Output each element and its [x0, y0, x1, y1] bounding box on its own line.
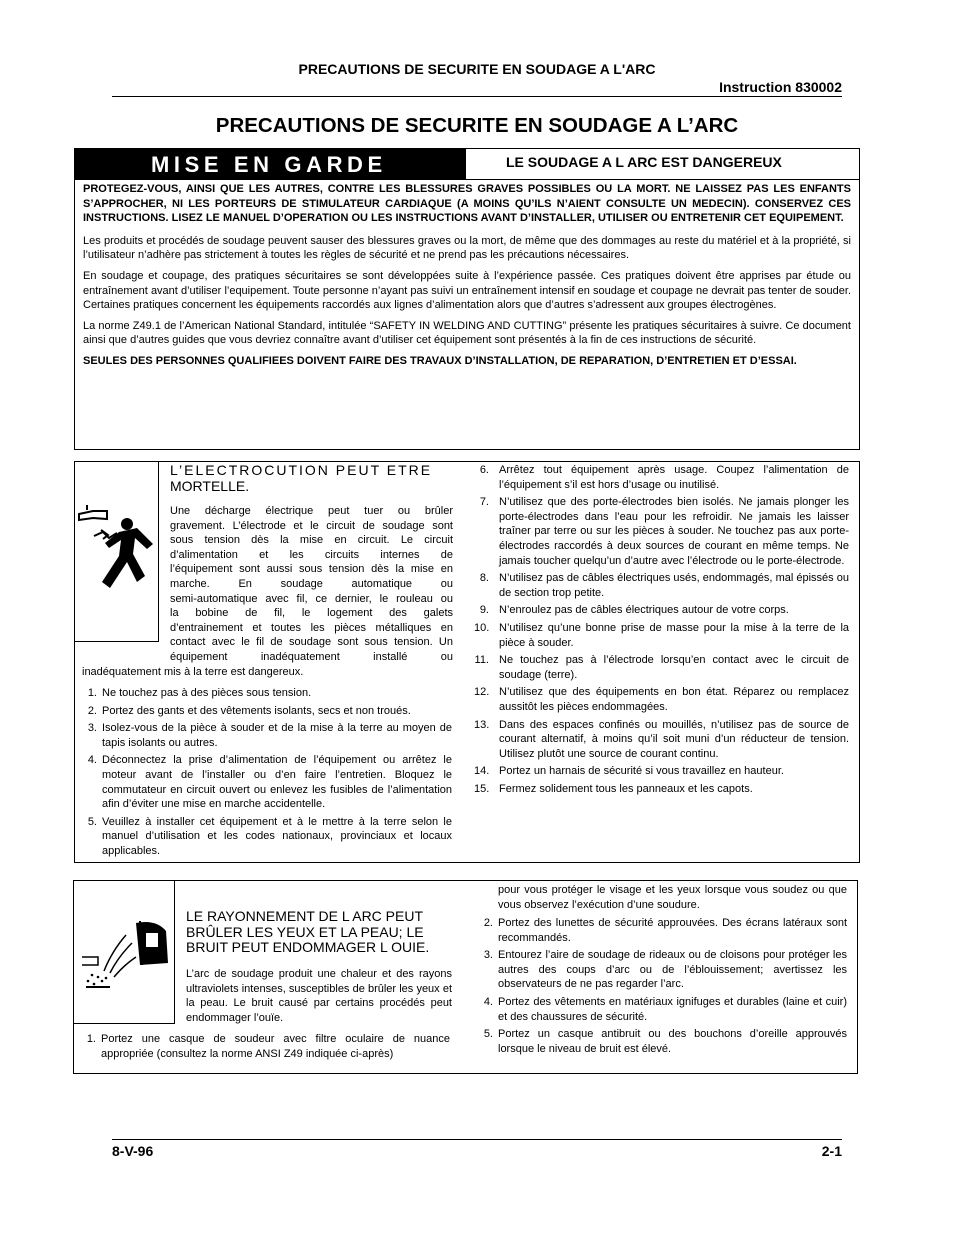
arc-rays-title: LE RAYONNEMENT DE L ARC PEUT BRÛLER LES YEUX ET LA PEAU; LE BRUIT PEUT ENDOMMAGER L OUIE.	[186, 908, 430, 955]
list-item	[478, 995, 847, 1024]
warning-headline: LE SOUDAGE A L ARC EST DANGEREUX	[506, 154, 782, 170]
item-number: 2.	[87, 704, 97, 717]
electrocution-title-line2: MORTELLE.	[170, 478, 250, 494]
page-number: 2-1	[821, 1143, 842, 1159]
item-text: Portez une casque de soudeur avec filtre oculaire de nuance appropriée (consultez la norme ANSI Z49 indiquée ci-après)	[101, 1033, 450, 1060]
item-text: Portez des vêtements en matériaux ignifuges et durables (laine et cuir) et des chaussures de sécurité.	[498, 995, 847, 1023]
intro-line: la bobine de fil, le logement des galets	[170, 607, 453, 620]
item-text: Ne touchez pas à l’électrode lorsqu’en contact avec le circuit de soudage (terre).	[499, 654, 849, 681]
running-header-title: PRECAUTIONS DE SECURITE EN SOUDAGE A L'ARC	[298, 61, 656, 77]
warning-paragraph-2: En soudage et coupage, des pratiques sécuritaires se sont développées suite à l’expérience passée. Ces pratiques doivent être apprises par étude ou entraînement avant d’utiliser l’equipement. Toute personne n’ayant pas suivi un entraînement intensif en soudage et coupage ne devrait pas tenter de souder. Certaines pratiques concernent les équipements raccordés aux lignes d’alimentation alors que d’autres s’adressent aux groupes électrogènes.	[83, 269, 851, 312]
item-text: Isolez-vous de la pièce à souder et de la mise à la terre au moyen de tapis isolants ou autres.	[102, 722, 452, 749]
arc-rays-continuation: pour vous protéger le visage et les yeux lorsque vous soudez ou que vous observez l’exécution d’une soudure.	[498, 884, 847, 911]
list-item	[474, 718, 849, 762]
item-text: Veuillez à installer cet équipement et à le mettre à la terre selon le manuel d’utilisation et les codes nationaux, provinciaux et locaux applicables.	[102, 815, 452, 857]
item-text: Entourez l’aire de soudage de rideaux ou de cloisons pour protéger les autres des coups d’arc ou de l’éblouissement; avertissez les observateurs de ne pas regarder l’arc.	[498, 949, 847, 991]
list-item	[474, 571, 849, 600]
footer-rule	[112, 1139, 842, 1140]
item-text: N’enroulez pas de câbles électriques autour de votre corps.	[499, 604, 789, 617]
item-number: 3.	[87, 722, 97, 735]
item-text: Portez un harnais de sécurité si vous travaillez en hauteur.	[499, 765, 784, 778]
arc-rays-intro: L’arc de soudage produit une chaleur et des rayons ultraviolets intenses, susceptibles de brûler les yeux et la peau. Le bruit causé par certains procédés peut endommager l’ouïe.	[186, 968, 452, 1024]
item-number: 1.	[87, 687, 97, 699]
welding-helmet-arc-rays-icon	[73, 880, 175, 1024]
list-item	[82, 686, 452, 701]
item-number: 9.	[479, 604, 489, 617]
warning-paragraph-1: Les produits et procédés de soudage peuvent sauser des blessures graves ou la mort, de même que des dommages au reste du matériel et à la propriété, si l’utilisateur n’adhère pas strictement à toutes les règles de sécurité et ne prend pas les précautions nécessaires.	[83, 234, 851, 262]
item-number: 10.	[474, 621, 490, 634]
intro-line: d’alimentation et les circuits internes de	[170, 548, 453, 561]
intro-line: l’équipement sont aussi sous tension dès la mise en	[170, 563, 453, 576]
list-item	[82, 721, 452, 750]
item-text: Fermez solidement tous les panneaux et les capots.	[499, 782, 753, 795]
item-number: 12.	[474, 686, 490, 699]
warning-label: MISE EN GARDE	[75, 149, 466, 180]
intro-line: marche. En soudage automatique ou	[170, 577, 453, 590]
electrocution-intro-last: inadéquatement mis à la terre est dangereux.	[82, 666, 304, 678]
item-number: 3.	[483, 949, 493, 962]
item-text: Ne touchez pas à des pièces sous tension.	[102, 687, 312, 699]
item-text: Déconnectez la prise d’alimentation de l’équipement ou arrêtez le moteur avant de l’installer ou d’en faire l’entretien. Bloquez le commutateur en circuit ouvert ou enlevez les fusibles de l’alimentation afin d’éviter une mise en marche accidentelle.	[102, 754, 452, 811]
item-number: 14.	[474, 765, 490, 778]
item-number: 4.	[483, 995, 493, 1008]
item-number: 4.	[87, 754, 97, 767]
footer-date: 8-V-96	[112, 1143, 154, 1159]
item-text: Arrêtez tout équipement après usage. Coupez l’alimentation de l’équipement s’il est hors d’usage ou inutilisé.	[499, 464, 849, 491]
item-text: N’utilisez qu’une bonne prise de masse pour la mise à la terre de la pièce à souder.	[499, 621, 849, 649]
list-item	[82, 753, 452, 811]
warning-bold-intro: PROTEGEZ-VOUS, AINSI QUE LES AUTRES, CONTRE LES BLESSURES GRAVES POSSIBLES OU LA MORT. NE LAISSEZ PAS LES ENFANTS S’APPROCHER, NI LES PORTEURS DE STIMULATEUR CARDIAQUE (A MOINS QU’ILS N’AIENT CONSULTE UN MEDECIN). CONSERVEZ CES INSTRUCTIONS. LISEZ LE MANUEL D’OPERATION OU LES INSTRUCTIONS AVANT D’INSTALLER, UTILISER OU ENTRETENIR CET EQUIPEMENT.	[83, 183, 851, 225]
item-number: 5.	[87, 815, 97, 828]
list-item	[474, 685, 849, 714]
item-text: N’utilisez pas de câbles électriques usés, endommagés, mal épissés ou de section trop petite.	[499, 572, 849, 599]
item-number: 7.	[479, 496, 489, 509]
intro-line: sous tension dès la mise en circuit. Le circuit	[170, 534, 453, 547]
list-item	[478, 916, 847, 945]
item-number: 11.	[474, 654, 489, 667]
electrocution-list-left	[82, 686, 452, 859]
page-title: PRECAUTIONS DE SECURITE EN SOUDAGE A L’ARC	[215, 114, 739, 137]
item-number: 5.	[483, 1028, 493, 1041]
warning-divider	[74, 179, 860, 180]
intro-line: gravement. L’électrode et le circuit de soudage sont	[170, 519, 453, 532]
list-item	[474, 603, 849, 618]
electrocution-intro	[170, 504, 453, 665]
list-item	[478, 1027, 847, 1056]
item-number: 13.	[474, 718, 490, 731]
item-number: 1.	[86, 1033, 96, 1045]
warning-paragraph-3: La norme Z49.1 de l’American National Standard, intitulée “SAFETY IN WELDING AND CUTTING” présente les pratiques sécuritaires à suivre. Ce document ainsi que d’autres guides que vous devriez connaître avant d’utiliser cet équipement sont présentés à la fin de ces instructions de sécurité.	[83, 319, 851, 347]
list-item	[82, 704, 452, 719]
intro-line: d’entrainement et toutes les pièces métalliques en	[170, 621, 453, 634]
electric-shock-icon	[74, 461, 159, 642]
list-item	[474, 463, 849, 492]
warning-body	[83, 182, 851, 369]
list-item	[474, 782, 849, 797]
list-item	[478, 948, 847, 992]
intro-line: semi-automatique avec fil, ce dernier, le rouleau ou	[170, 592, 453, 605]
intro-line: équipement inadéquatement installé ou	[170, 650, 453, 663]
item-text: Portez des lunettes de sécurité approuvées. Des écrans latéraux sont recommandés.	[498, 917, 847, 944]
item-text: Dans des espaces confinés ou mouillés, n’utilisez pas de source de courant alternatif, à moins qu’il soit muni d’un réducteur de tension. Utilisez plutôt une source de courant continu.	[499, 718, 849, 760]
item-text: Portez des gants et des vêtements isolants, secs et non troués.	[102, 704, 411, 717]
list-item	[81, 1032, 450, 1061]
arc-rays-list-right	[478, 916, 847, 1056]
intro-line: contact avec le fil de soudage sont sous tension. Un	[170, 636, 453, 649]
item-number: 15.	[474, 782, 490, 795]
item-text: N’utilisez que des porte-électrodes bien isolés. Ne jamais plonger les porte-électrodes dans l’eau pour les refroidir. Ne jamais les laisser traîner par terre ou sur les pièces à souder. Ne touchez pas aux porte-électrodes raccordés à deux sources de courant en même temps. Ne jamais toucher quelqu’un d’autre avec l’électrode ou le porte-électrode.	[499, 496, 849, 567]
intro-line: Une décharge électrique peut tuer ou brûler	[170, 505, 453, 517]
list-item	[474, 495, 849, 568]
arc-rays-list-left	[81, 1032, 450, 1061]
warning-bold-outro: SEULES DES PERSONNES QUALIFIEES DOIVENT FAIRE DES TRAVAUX D’INSTALLATION, DE REPARATION, D’ENTRETIEN ET D’ESSAI.	[83, 354, 797, 367]
item-text: Portez un casque antibruit ou des bouchons d’oreille approuvés lorsque le niveau de bruit est élevé.	[498, 1028, 847, 1055]
list-item	[474, 653, 849, 682]
item-number: 6.	[479, 464, 489, 476]
list-item	[82, 815, 452, 859]
list-item	[474, 621, 849, 650]
header-rule	[112, 96, 842, 97]
electrocution-title-line1: L’ELECTROCUTION PEUT ETRE	[170, 462, 433, 478]
item-text: N’utilisez que des équipements en bon état. Réparez ou remplacez aussitôt les pièces endommagées.	[499, 686, 849, 713]
item-number: 2.	[483, 917, 493, 929]
instruction-number: Instruction 830002	[719, 79, 842, 95]
electrocution-list-right	[474, 463, 849, 796]
list-item	[474, 764, 849, 779]
item-number: 8.	[479, 572, 489, 585]
